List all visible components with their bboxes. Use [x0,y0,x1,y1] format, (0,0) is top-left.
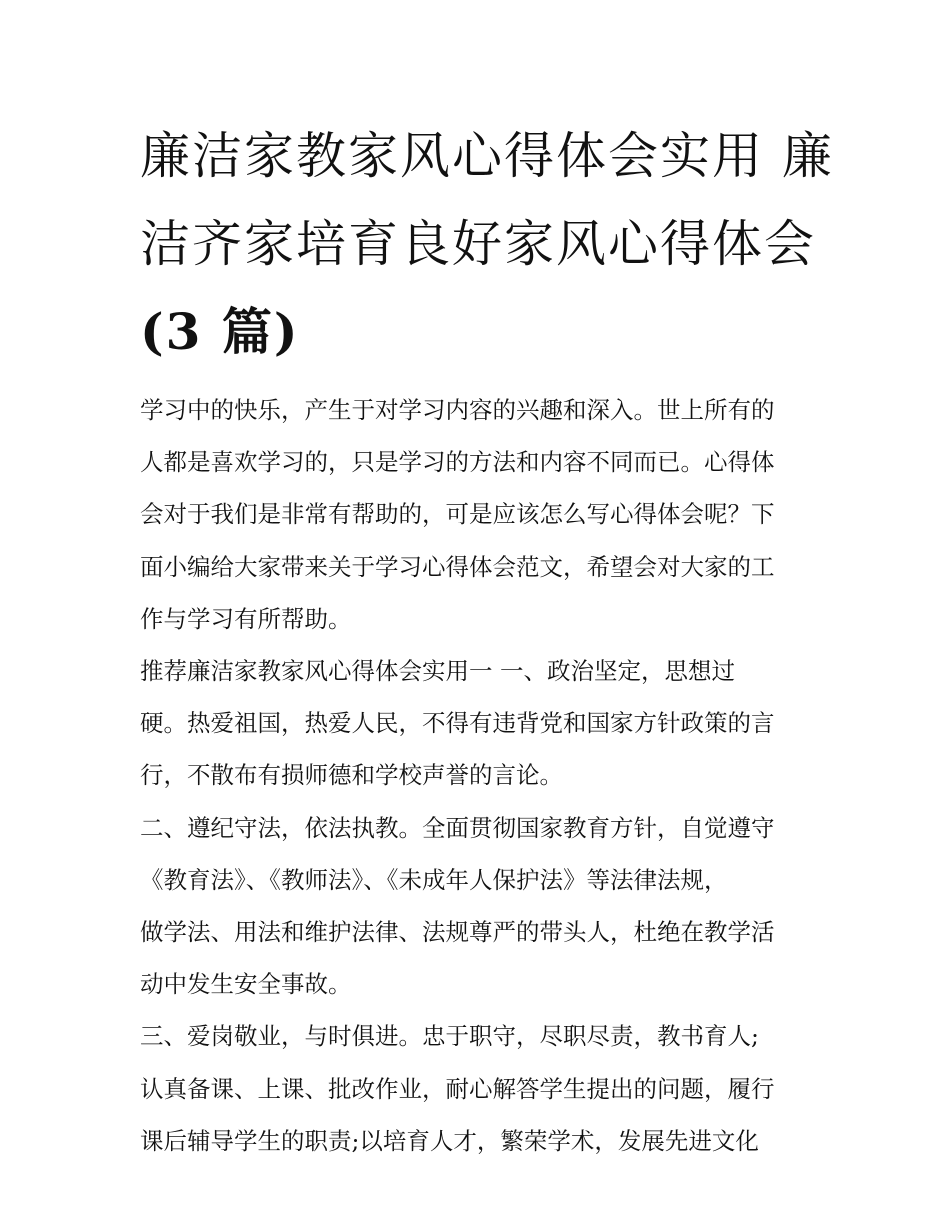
text-line: 学习中的快乐，产生于对学习内容的兴趣和深入。世上所有的 [140,396,775,424]
title-line: 洁齐家培育良好家风心得体会 [140,215,816,273]
title-line: (3 篇) [140,302,300,361]
text-line: 会对于我们是非常有帮助的，可是应该怎么写心得体会呢？下 [140,500,775,529]
section-three-paragraph [140,1010,812,1167]
text-line: 课后辅导学生的职责;以培育人才，繁荣学术，发展先进文化 [140,1126,759,1155]
text-line: 面小编给大家带来关于学习心得体会范文，希望会对大家的工 [140,552,775,581]
text-line: 作与学习有所帮助。 [140,604,352,633]
text-line: 硬。热爱祖国，热爱人民，不得有违背党和国家方针政策的言 [140,709,775,738]
document-page [140,112,834,1167]
document-title [140,112,834,376]
section-one-paragraph [140,645,812,802]
text-line: 推荐廉洁家教家风心得体会实用一 一、政治坚定，思想过 [140,657,735,686]
text-line: 三、爱岗敬业，与时俱进。忠于职守，尽职尽责，教书育人; [140,1022,759,1051]
text-line: 二、遵纪守法，依法执教。全面贯彻国家教育方针，自觉遵守 [140,813,775,842]
section-two-paragraph [140,802,812,1011]
text-line: 认真备课、上课、批改作业，耐心解答学生提出的问题，履行 [140,1074,775,1103]
document-body [140,384,812,1167]
text-line: 行，不散布有损师德和学校声誉的言论。 [140,761,563,790]
title-line: 廉洁家教家风心得体会实用 廉 [140,127,834,185]
text-line: 人都是喜欢学习的，只是学习的方法和内容不同而已。心得体 [140,448,775,477]
text-line: 做学法、用法和维护法律、法规尊严的带头人，杜绝在教学活 [140,918,775,947]
text-line: 《教育法》、《教师法》、《未成年人保护法》等法律法规， [140,865,728,894]
intro-paragraph [140,384,812,645]
text-line: 动中发生安全事故。 [140,970,352,999]
